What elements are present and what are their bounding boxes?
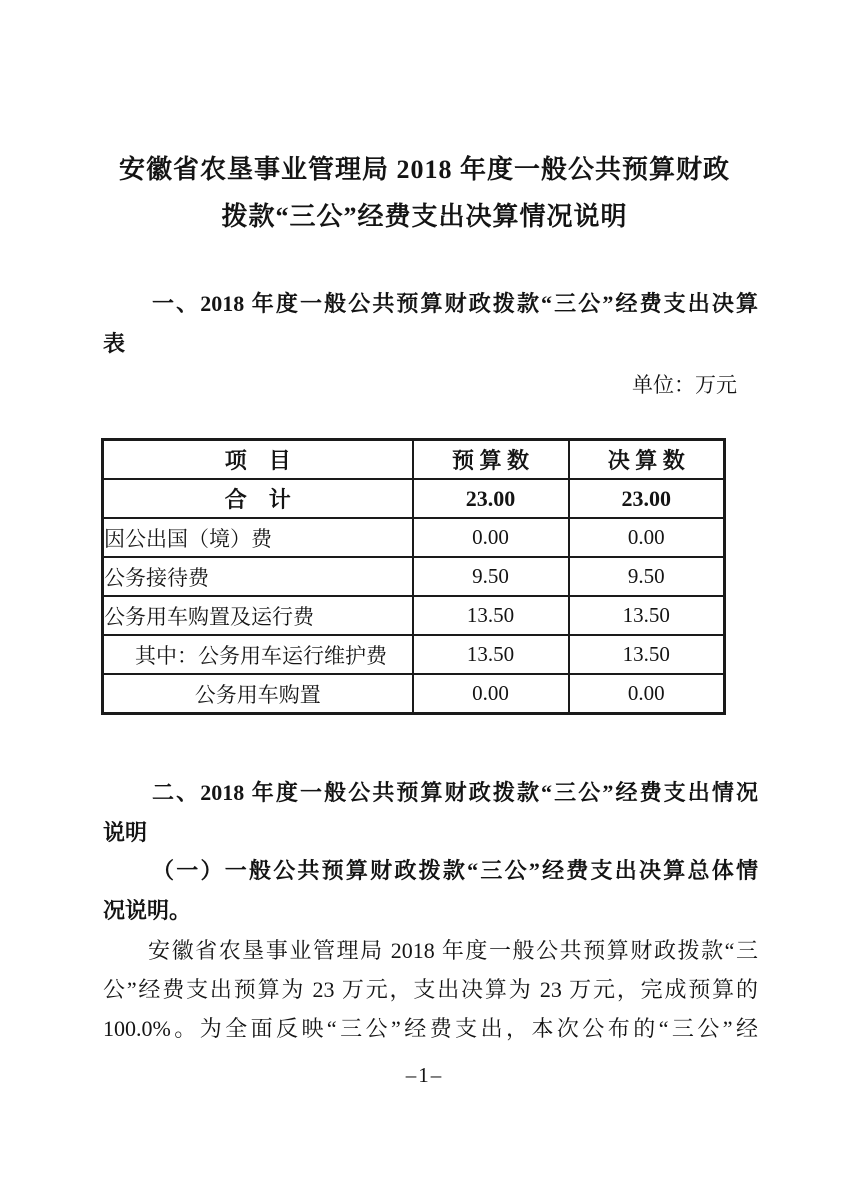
- row-item-label: 其中：公务用车运行维护费: [103, 635, 413, 674]
- row-item-label: 因公出国（境）费: [103, 518, 413, 557]
- row-final-value: 13.50: [569, 596, 725, 635]
- section1-heading-line-1: 一、2018 年度一般公共预算财政拨款“三公”经费支出决算: [152, 291, 758, 316]
- row-budget-value: 23.00: [413, 479, 569, 518]
- title-line-1: 安徽省农垦事业管理局 2018 年度一般公共预算财政: [118, 155, 730, 184]
- row-budget-value: 0.00: [413, 674, 569, 714]
- row-final-value: 0.00: [569, 674, 725, 714]
- table-row-vehicle-total: [103, 596, 725, 635]
- unit-note: 单位：万元: [632, 373, 737, 397]
- row-budget-value: 13.50: [413, 635, 569, 674]
- row-budget-value: 0.00: [413, 518, 569, 557]
- document-title: [0, 146, 849, 240]
- three-public-expense-table: [101, 438, 726, 715]
- row-final-value: 0.00: [569, 518, 725, 557]
- sub-heading-line-2: 况说明。: [103, 898, 192, 923]
- paragraph-line-2: 公”经费支出预算为 23 万元，支出决算为 23 万元，完成预算的: [103, 977, 758, 1002]
- header-final: 决 算 数: [569, 440, 725, 480]
- sub-heading: [103, 851, 758, 931]
- section2-heading-line-1: 二、2018 年度一般公共预算财政拨款“三公”经费支出情况: [152, 780, 758, 805]
- sub-heading-line-1: （一）一般公共预算财政拨款“三公”经费支出决算总体情: [152, 858, 758, 883]
- row-final-value: 23.00: [569, 479, 725, 518]
- table-row-vehicle-purchase: [103, 674, 725, 714]
- row-budget-value: 13.50: [413, 596, 569, 635]
- table-row-reception: [103, 557, 725, 596]
- row-item-label: 公务用车购置: [103, 674, 413, 714]
- row-item-label: 合 计: [103, 479, 413, 518]
- header-item: 项 目: [103, 440, 413, 480]
- paragraph-line-1: 安徽省农垦事业管理局 2018 年度一般公共预算财政拨款“三: [148, 938, 758, 963]
- body-paragraph: [103, 931, 758, 1048]
- section2-heading: [103, 773, 758, 853]
- row-budget-value: 9.50: [413, 557, 569, 596]
- section2-heading-line-2: 说明: [103, 820, 148, 845]
- table-header-row: [103, 440, 725, 480]
- page-number: –1–: [405, 1063, 444, 1087]
- row-final-value: 13.50: [569, 635, 725, 674]
- section1-heading: [103, 284, 758, 364]
- row-item-label: 公务接待费: [103, 557, 413, 596]
- header-budget: 预 算 数: [413, 440, 569, 480]
- row-final-value: 9.50: [569, 557, 725, 596]
- table-row-total: [103, 479, 725, 518]
- row-item-label: 公务用车购置及运行费: [103, 596, 413, 635]
- table-row-abroad: [103, 518, 725, 557]
- section1-heading-line-2: 表: [103, 331, 126, 356]
- paragraph-line-3: 100.0%。为全面反映“三公”经费支出，本次公布的“三公”经: [103, 1016, 758, 1041]
- table-row-vehicle-operation: [103, 635, 725, 674]
- title-line-2: 拨款“三公”经费支出决算情况说明: [221, 202, 628, 231]
